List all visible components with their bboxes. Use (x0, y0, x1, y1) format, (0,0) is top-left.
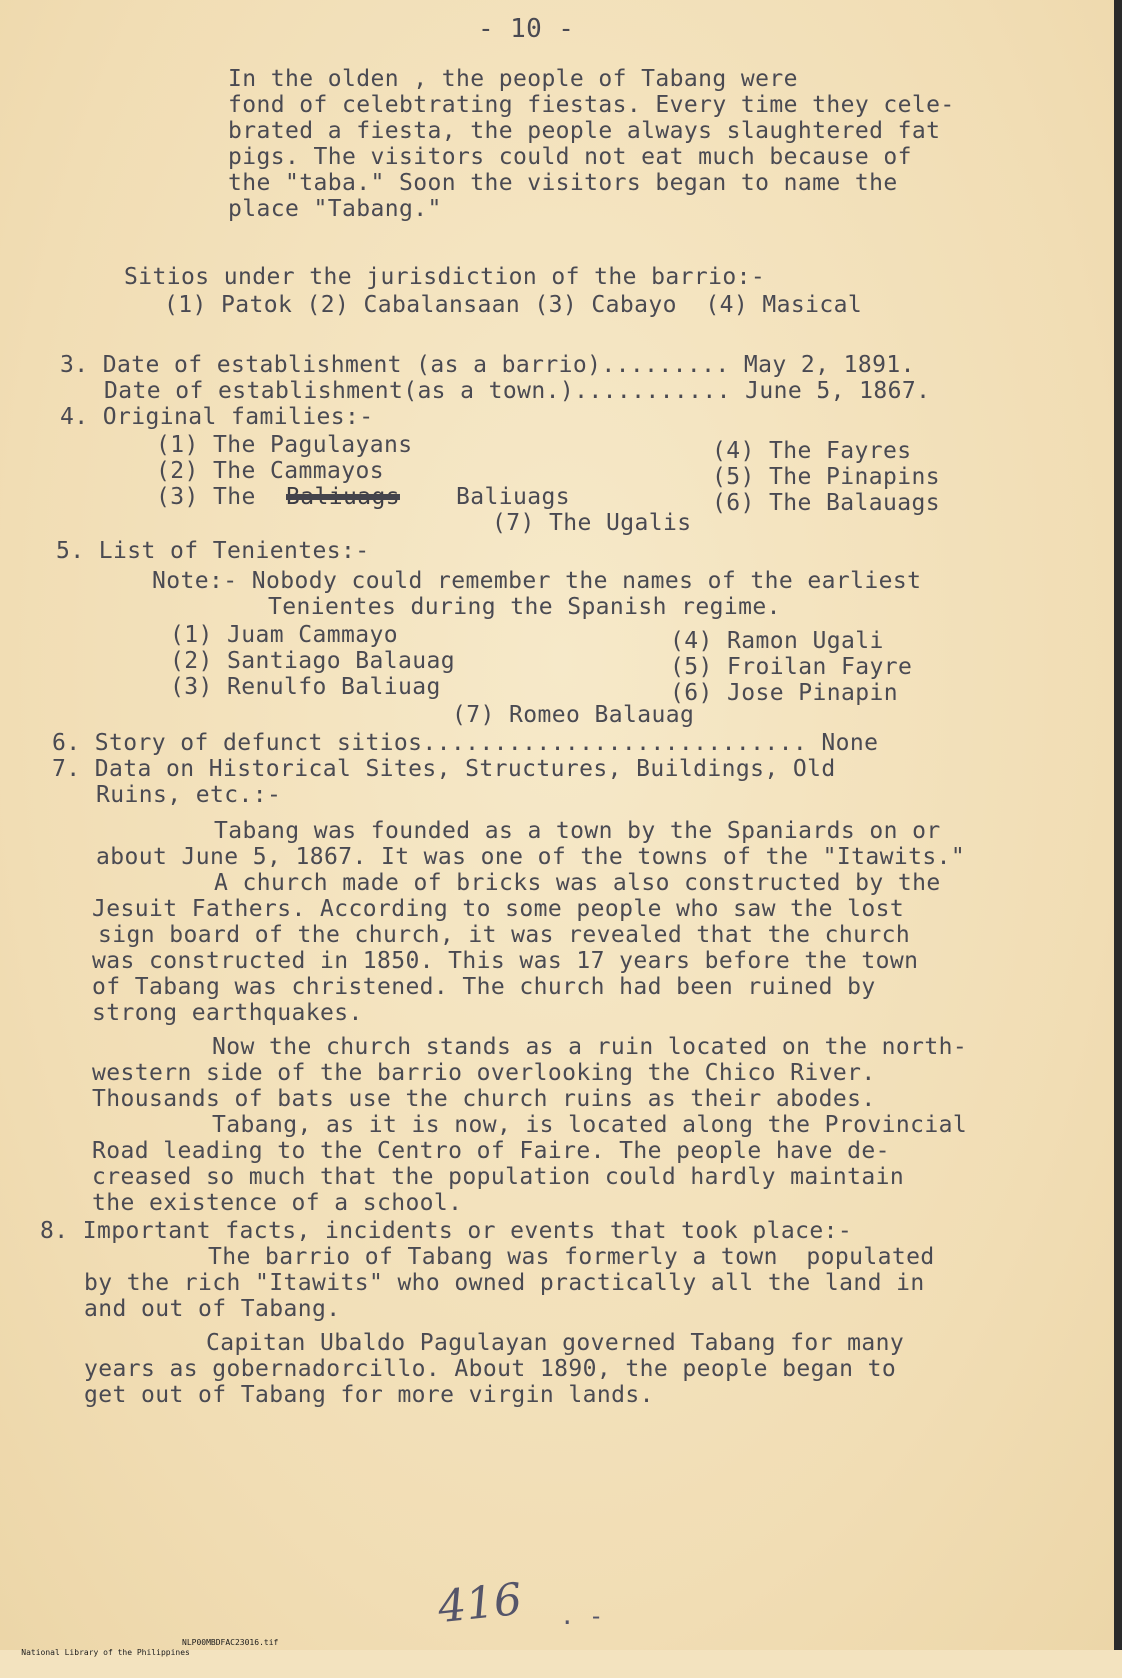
facts-line: The barrio of Tabang was formerly a town populated (208, 1244, 935, 1270)
establishment-town: Date of establishment(as a town.)........... June 5, 1867. (104, 378, 931, 404)
struck-word: Baliuags (286, 484, 400, 510)
family-item: (2) The Cammayos (156, 458, 384, 484)
historical-heading: 7. Data on Historical Sites, Structures, Buildings, Old (52, 756, 836, 782)
facts-line: and out of Tabang. (84, 1296, 341, 1322)
historical-line: Road leading to the Centro of Faire. The people have de- (92, 1138, 890, 1164)
historical-heading: Ruins, etc.:- (96, 782, 282, 808)
teniente-item: (5) Froilan Fayre (670, 654, 913, 680)
tenientes-note: Note:- Nobody could remember the names of the earliest (152, 568, 922, 594)
families-heading: 4. Original families:- (60, 404, 374, 430)
historical-line: sign board of the church, it was revealed that the church (98, 922, 911, 948)
teniente-item: (6) Jose Pinapin (670, 680, 898, 706)
tenientes-note: Tenientes during the Spanish regime. (268, 594, 781, 620)
historical-line: Now the church stands as a ruin located on the north- (212, 1034, 968, 1060)
tenientes-heading: 5. List of Tenientes:- (56, 538, 370, 564)
footer-filename: NLP00MBDFAC23016.tif (182, 1638, 279, 1647)
historical-line: Jesuit Fathers. According to some people who saw the lost (92, 896, 905, 922)
facts-line: by the rich "Itawits" who owned practically all the land in (84, 1270, 925, 1296)
scan-footer (2, 1638, 279, 1678)
teniente-item: (4) Ramon Ugali (670, 628, 884, 654)
handwritten-mark: . - (560, 1602, 604, 1630)
establishment-barrio: 3. Date of establishment (as a barrio)......... May 2, 1891. (60, 352, 915, 378)
family-item: (4) The Fayres (712, 438, 912, 464)
sitios-list: (1) Patok (2) Cabalansaan (3) Cabayo (4) Masical (164, 292, 863, 318)
teniente-item: (3) Renulfo Baliuag (170, 674, 441, 700)
facts-line: get out of Tabang for more virgin lands. (84, 1382, 654, 1408)
family-item: Baliuags (456, 484, 570, 510)
historical-line: Thousands of bats use the church ruins as their abodes. (92, 1086, 876, 1112)
family-item: (3) The (156, 484, 256, 510)
origin-line: pigs. The visitors could not eat much because of (228, 144, 912, 170)
historical-line: strong earthquakes. (92, 1000, 363, 1026)
historical-line: was constructed in 1850. This was 17 years before the town (92, 948, 919, 974)
sitios-heading: Sitios under the jurisdiction of the barrio:- (124, 264, 766, 290)
origin-line: brated a fiesta, the people always slaughtered fat (228, 118, 941, 144)
origin-line: the "taba." Soon the visitors began to name the (228, 170, 898, 196)
historical-line: creased so much that the population could hardly maintain (92, 1164, 905, 1190)
teniente-item: (1) Juam Cammayo (170, 622, 398, 648)
historical-line: A church made of bricks was also constructed by the (214, 870, 941, 896)
origin-line: place "Tabang." (228, 196, 442, 222)
historical-line: western side of the barrio overlooking the Chico River. (92, 1060, 876, 1086)
handwritten-number: 416 (435, 1573, 525, 1634)
family-item: (7) The Ugalis (492, 510, 692, 536)
historical-line: of Tabang was christened. The church had been ruined by (92, 974, 876, 1000)
family-item: (5) The Pinapins (712, 464, 940, 490)
scan-edge (1114, 0, 1122, 1650)
historical-line: the existence of a school. (92, 1190, 463, 1216)
facts-line: years as gobernadorcillo. About 1890, the people began to (84, 1356, 897, 1382)
facts-heading: 8. Important facts, incidents or events that took place:- (40, 1218, 853, 1244)
family-item: (1) The Pagulayans (156, 432, 413, 458)
origin-line: In the olden , the people of Tabang were (228, 66, 798, 92)
defunct-sitios: 6. Story of defunct sitios........................... None (52, 730, 879, 756)
historical-line: Tabang was founded as a town by the Spaniards on or (214, 818, 941, 844)
page-number: - 10 - (478, 14, 575, 44)
facts-line: Capitan Ubaldo Pagulayan governed Tabang for many (206, 1330, 905, 1356)
teniente-item: (7) Romeo Balauag (452, 702, 695, 728)
family-item: (6) The Balauags (712, 490, 940, 516)
historical-line: about June 5, 1867. It was one of the towns of the "Itawits." (96, 844, 966, 870)
teniente-item: (2) Santiago Balauag (170, 648, 455, 674)
footer-library: National Library of the Philippines (21, 1648, 190, 1657)
historical-line: Tabang, as it is now, is located along the Provincial (212, 1112, 968, 1138)
origin-line: fond of celebtrating fiestas. Every time they cele- (228, 92, 955, 118)
